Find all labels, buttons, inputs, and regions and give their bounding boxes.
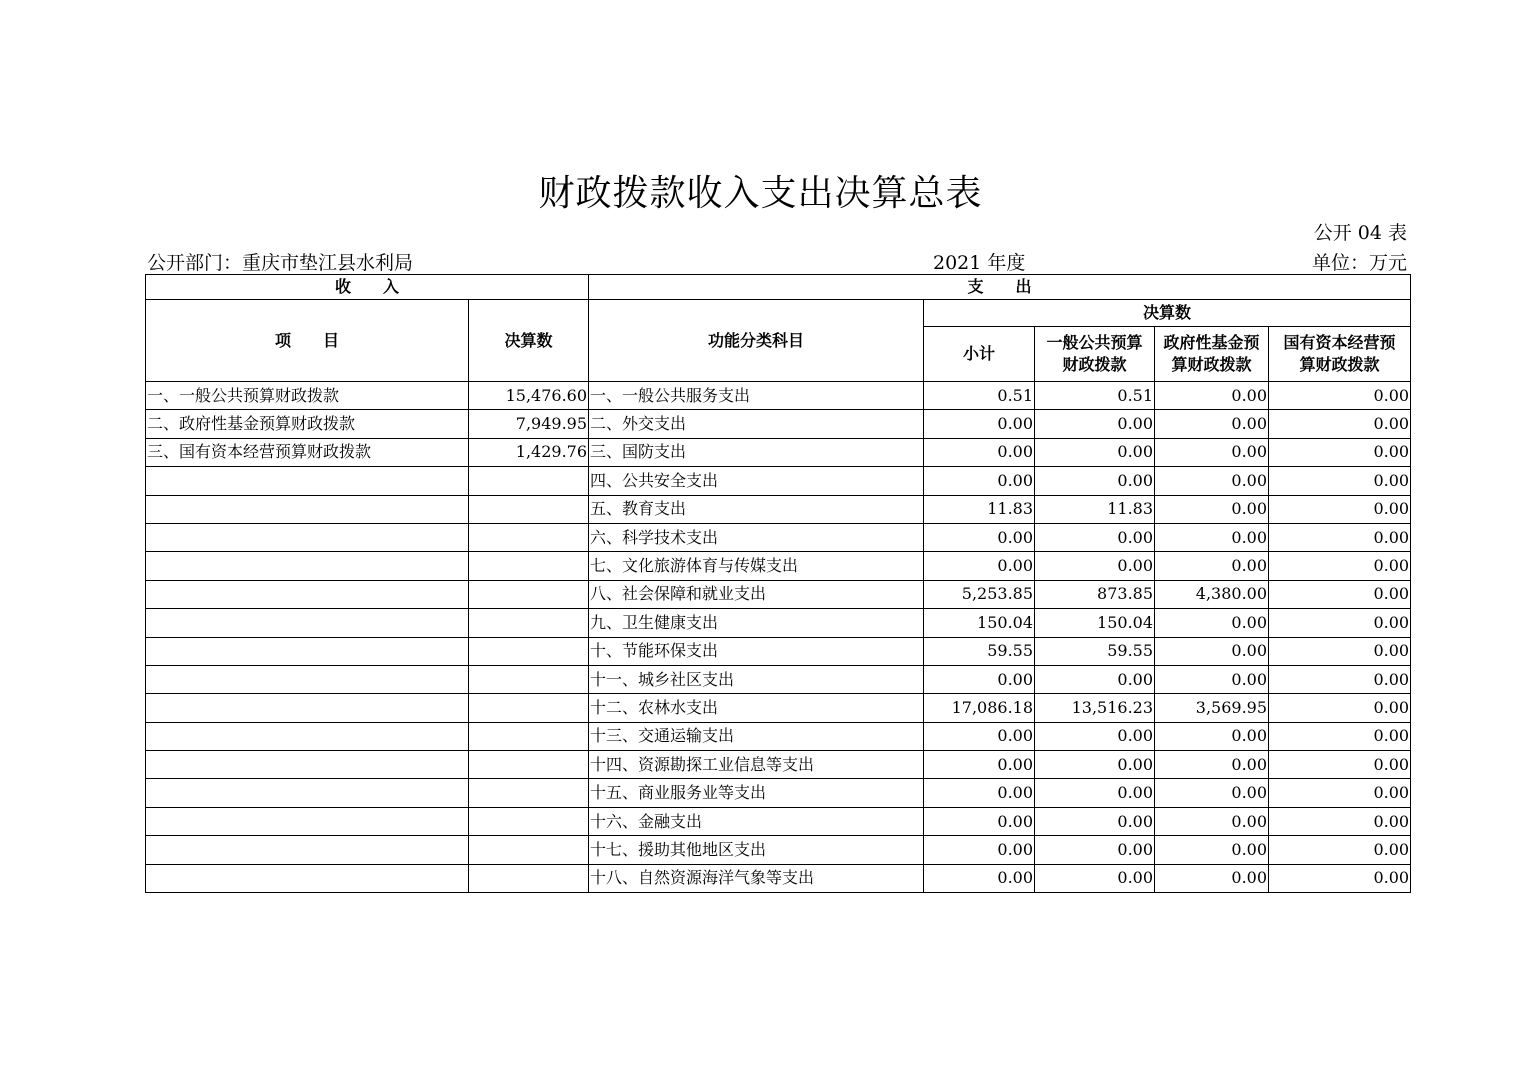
expense-item-cell: 一、一般公共服务支出	[589, 382, 924, 410]
income-item-cell	[146, 864, 469, 892]
expense-item-cell: 十六、金融支出	[589, 807, 924, 835]
subtotal-cell: 0.00	[924, 438, 1035, 466]
expense-header: 支 出	[589, 275, 1411, 300]
income-amount-cell	[469, 467, 589, 495]
table-row	[146, 467, 1411, 495]
income-item-cell	[146, 836, 469, 864]
income-item-cell	[146, 751, 469, 779]
subtotal-cell: 17,086.18	[924, 694, 1035, 722]
fund-budget-cell: 3,569.95	[1155, 694, 1269, 722]
subtotal-header: 小计	[924, 327, 1035, 382]
fund-budget-cell: 0.00	[1155, 467, 1269, 495]
income-item-cell	[146, 495, 469, 523]
capital-budget-cell: 0.00	[1269, 637, 1411, 665]
income-amount-cell	[469, 552, 589, 580]
income-item-cell: 二、政府性基金预算财政拨款	[146, 410, 469, 438]
income-amount-cell: 15,476.60	[469, 382, 589, 410]
income-item-cell: 三、国有资本经营预算财政拨款	[146, 438, 469, 466]
income-amount-cell: 7,949.95	[469, 410, 589, 438]
fund-budget-cell: 0.00	[1155, 722, 1269, 750]
expense-item-cell: 七、文化旅游体育与传媒支出	[589, 552, 924, 580]
expense-item-cell: 十、节能环保支出	[589, 637, 924, 665]
general-budget-cell: 0.00	[1035, 722, 1155, 750]
meta-row	[147, 248, 1407, 274]
page-title: 财政拨款收入支出决算总表	[538, 173, 983, 214]
table-row	[146, 807, 1411, 835]
general-budget-cell: 0.00	[1035, 438, 1155, 466]
fund-budget-cell: 0.00	[1155, 410, 1269, 438]
fund-budget-cell: 0.00	[1155, 665, 1269, 693]
income-item-cell	[146, 552, 469, 580]
income-item-cell	[146, 694, 469, 722]
capital-budget-cell: 0.00	[1269, 807, 1411, 835]
fund-budget-cell: 0.00	[1155, 779, 1269, 807]
final-amount-header: 决算数	[924, 300, 1411, 327]
table-row	[146, 438, 1411, 466]
general-budget-cell: 0.00	[1035, 836, 1155, 864]
general-budget-cell: 0.00	[1035, 467, 1155, 495]
capital-budget-cell: 0.00	[1269, 694, 1411, 722]
general-budget-cell: 11.83	[1035, 495, 1155, 523]
capital-budget-cell: 0.00	[1269, 410, 1411, 438]
subtotal-cell: 5,253.85	[924, 580, 1035, 608]
general-budget-cell: 0.00	[1035, 665, 1155, 693]
income-item-cell	[146, 580, 469, 608]
capital-budget-cell: 0.00	[1269, 495, 1411, 523]
expense-item-cell: 十七、援助其他地区支出	[589, 836, 924, 864]
income-amount-cell	[469, 609, 589, 637]
income-amount-cell	[469, 779, 589, 807]
table-row	[146, 836, 1411, 864]
general-budget-cell: 0.00	[1035, 807, 1155, 835]
income-amount-cell	[469, 807, 589, 835]
general-budget-header: 一般公共预算 财政拨款	[1035, 327, 1155, 382]
item-header: 项 目	[146, 300, 469, 382]
table-row	[146, 637, 1411, 665]
subtotal-cell: 0.00	[924, 467, 1035, 495]
subtotal-cell: 59.55	[924, 637, 1035, 665]
table-row	[146, 694, 1411, 722]
general-budget-cell: 873.85	[1035, 580, 1155, 608]
fund-budget-header: 政府性基金预 算财政拨款	[1155, 327, 1269, 382]
department-label: 公开部门：重庆市垫江县水利局	[147, 252, 414, 274]
expense-item-cell: 九、卫生健康支出	[589, 609, 924, 637]
general-budget-cell: 0.00	[1035, 523, 1155, 551]
expense-item-cell: 十一、城乡社区支出	[589, 665, 924, 693]
fund-budget-cell: 0.00	[1155, 807, 1269, 835]
subtotal-cell: 0.00	[924, 665, 1035, 693]
table-row	[146, 609, 1411, 637]
income-amount-cell	[469, 864, 589, 892]
expense-item-cell: 十二、农林水支出	[589, 694, 924, 722]
income-item-cell	[146, 523, 469, 551]
table-row	[146, 751, 1411, 779]
fund-budget-cell: 0.00	[1155, 637, 1269, 665]
income-amount-cell	[469, 836, 589, 864]
capital-budget-cell: 0.00	[1269, 552, 1411, 580]
expense-item-cell: 十五、商业服务业等支出	[589, 779, 924, 807]
general-budget-cell: 0.00	[1035, 864, 1155, 892]
subtotal-cell: 0.00	[924, 751, 1035, 779]
fund-budget-cell: 0.00	[1155, 609, 1269, 637]
expense-item-cell: 十八、自然资源海洋气象等支出	[589, 864, 924, 892]
income-amount-cell	[469, 495, 589, 523]
income-amount-cell	[469, 523, 589, 551]
header-row-top	[146, 275, 1411, 300]
amount-header: 决算数	[469, 300, 589, 382]
subtotal-cell: 0.51	[924, 382, 1035, 410]
capital-budget-cell: 0.00	[1269, 523, 1411, 551]
subtotal-cell: 0.00	[924, 523, 1035, 551]
income-item-cell	[146, 722, 469, 750]
general-budget-cell: 0.00	[1035, 410, 1155, 438]
income-amount-cell	[469, 694, 589, 722]
table-row	[146, 523, 1411, 551]
table-row	[146, 779, 1411, 807]
expense-item-cell: 八、社会保障和就业支出	[589, 580, 924, 608]
fund-budget-cell: 0.00	[1155, 864, 1269, 892]
unit-label: 单位：万元	[1311, 252, 1407, 274]
capital-budget-cell: 0.00	[1269, 836, 1411, 864]
expense-item-cell: 三、国防支出	[589, 438, 924, 466]
fund-budget-cell: 4,380.00	[1155, 580, 1269, 608]
subtotal-cell: 0.00	[924, 722, 1035, 750]
general-budget-cell: 0.00	[1035, 552, 1155, 580]
expense-item-cell: 五、教育支出	[589, 495, 924, 523]
fund-budget-cell: 0.00	[1155, 495, 1269, 523]
income-item-cell: 一、一般公共预算财政拨款	[146, 382, 469, 410]
subtotal-cell: 11.83	[924, 495, 1035, 523]
expense-item-cell: 六、科学技术支出	[589, 523, 924, 551]
income-amount-cell	[469, 580, 589, 608]
table-row	[146, 580, 1411, 608]
income-amount-cell	[469, 751, 589, 779]
expense-item-cell: 十四、资源勘探工业信息等支出	[589, 751, 924, 779]
capital-budget-cell: 0.00	[1269, 438, 1411, 466]
subtotal-cell: 0.00	[924, 410, 1035, 438]
income-item-cell	[146, 637, 469, 665]
income-amount-cell	[469, 637, 589, 665]
table-row	[146, 665, 1411, 693]
fund-budget-cell: 0.00	[1155, 751, 1269, 779]
income-amount-cell: 1,429.76	[469, 438, 589, 466]
general-budget-cell: 0.00	[1035, 751, 1155, 779]
subtotal-cell: 0.00	[924, 836, 1035, 864]
expense-item-cell: 四、公共安全支出	[589, 467, 924, 495]
table-row	[146, 495, 1411, 523]
table-row	[146, 722, 1411, 750]
table-row	[146, 864, 1411, 892]
subtotal-cell: 0.00	[924, 779, 1035, 807]
table-row	[146, 382, 1411, 410]
capital-budget-header: 国有资本经营预 算财政拨款	[1269, 327, 1411, 382]
income-item-cell	[146, 467, 469, 495]
expense-item-cell: 十三、交通运输支出	[589, 722, 924, 750]
capital-budget-cell: 0.00	[1269, 751, 1411, 779]
income-amount-cell	[469, 722, 589, 750]
expense-item-cell: 二、外交支出	[589, 410, 924, 438]
income-item-cell	[146, 779, 469, 807]
income-item-cell	[146, 609, 469, 637]
capital-budget-cell: 0.00	[1269, 864, 1411, 892]
table-row	[146, 552, 1411, 580]
general-budget-cell: 150.04	[1035, 609, 1155, 637]
subtotal-cell: 150.04	[924, 609, 1035, 637]
subtotal-cell: 0.00	[924, 864, 1035, 892]
fund-budget-cell: 0.00	[1155, 552, 1269, 580]
subtotal-cell: 0.00	[924, 807, 1035, 835]
year-label: 2021 年度	[933, 252, 1026, 274]
general-budget-cell: 59.55	[1035, 637, 1155, 665]
capital-budget-cell: 0.00	[1269, 722, 1411, 750]
general-budget-cell: 13,516.23	[1035, 694, 1155, 722]
fund-budget-cell: 0.00	[1155, 438, 1269, 466]
fund-budget-cell: 0.00	[1155, 836, 1269, 864]
function-category-header: 功能分类科目	[589, 300, 924, 382]
fund-budget-cell: 0.00	[1155, 523, 1269, 551]
fund-budget-cell: 0.00	[1155, 382, 1269, 410]
general-budget-cell: 0.00	[1035, 779, 1155, 807]
header-row-mid	[146, 300, 1411, 327]
table-number: 公开 04 表	[1313, 222, 1407, 244]
capital-budget-cell: 0.00	[1269, 382, 1411, 410]
capital-budget-cell: 0.00	[1269, 779, 1411, 807]
income-item-cell	[146, 807, 469, 835]
capital-budget-cell: 0.00	[1269, 609, 1411, 637]
capital-budget-cell: 0.00	[1269, 580, 1411, 608]
income-header: 收 入	[146, 275, 589, 300]
table-row	[146, 410, 1411, 438]
capital-budget-cell: 0.00	[1269, 467, 1411, 495]
income-amount-cell	[469, 665, 589, 693]
budget-table	[145, 274, 1411, 893]
income-item-cell	[146, 665, 469, 693]
subtotal-cell: 0.00	[924, 552, 1035, 580]
capital-budget-cell: 0.00	[1269, 665, 1411, 693]
general-budget-cell: 0.51	[1035, 382, 1155, 410]
